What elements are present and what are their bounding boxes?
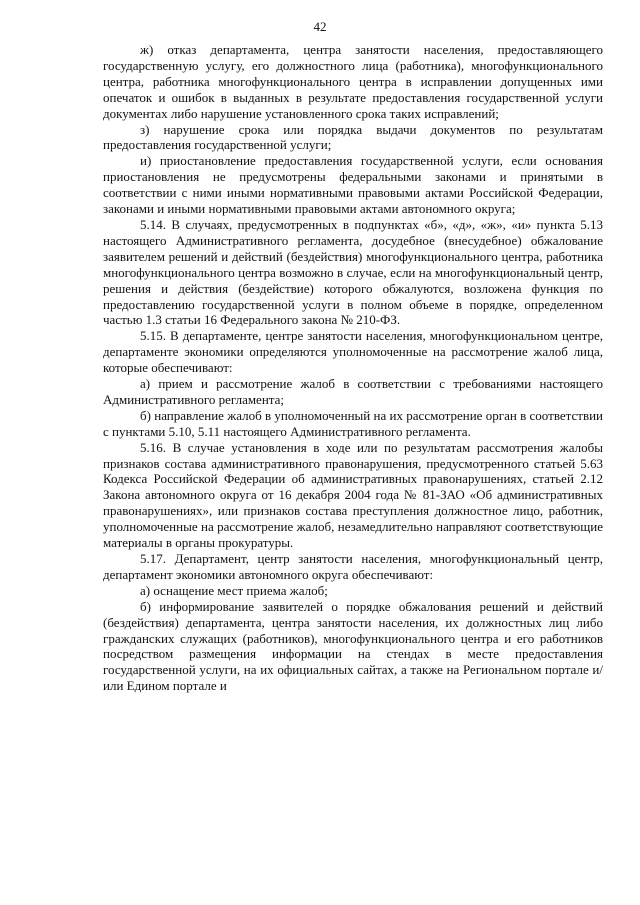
paragraph-5-15-b: б) направление жалоб в уполномоченный на их рассмотрение орган в соответствии с пунктами 5.10, 5.11 настоящего Административного регламента. — [103, 407, 603, 439]
paragraph-item-z: з) нарушение срока или порядка выдачи документов по результатам предоставления государственной услуги; — [103, 121, 603, 153]
document-body — [103, 42, 603, 694]
paragraph-item-i: и) приостановление предоставления государственной услуги, если основания приостановления не предусмотрены федеральными законами и принятыми в соответствии с ними иными нормативными правовыми актами Российской Федерации, законами и иными нормативными правовыми актами автономного округа; — [103, 153, 603, 217]
paragraph-5-16: 5.16. В случае установления в ходе или по результатам рассмотрения жалобы признаков состава административного правонарушения, предусмотренного статьей 5.63 Кодекса Российской Федерации об административных правонарушениях, статьей 2.12 Закона автономного округа от 16 декабря 2004 года № 81-ЗАО «Об административных правонарушениях», или признаков состава преступления должностное лицо, работник, уполномоченные на рассмотрение жалоб, незамедлительно направляют соответствующие материалы в органы прокуратуры. — [103, 439, 603, 551]
paragraph-5-17-b: б) информирование заявителей о порядке обжалования решений и действий (бездействия) департамента, центра занятости населения, их должностных лиц либо гражданских служащих (работников), многофункционального центра и его работников посредством размещения информации на стендах в месте предоставления государственной услуги, на их официальных сайтах, а также на Региональном портале и/или Едином портале и — [103, 598, 603, 694]
paragraph-5-14: 5.14. В случаях, предусмотренных в подпунктах «б», «д», «ж», «и» пункта 5.13 настоящего Административного регламента, досудебное (внесудебное) обжалование заявителем решений и действий (бездействия) многофункционального центра, работника многофункционального центра возможно в случае, если на многофункциональный центр, решения и действия (бездействие) которого обжалуются, возложена функция по предоставлению государственной услуги в полном объеме в порядке, определенном частью 1.3 статьи 16 Федерального закона № 210-ФЗ. — [103, 216, 603, 328]
page-number: 42 — [313, 19, 327, 34]
paragraph-5-17-a: а) оснащение мест приема жалоб; — [140, 582, 328, 598]
paragraph-5-15-a: а) прием и рассмотрение жалоб в соответствии с требованиями настоящего Административного регламента; — [103, 376, 603, 407]
paragraph-item-zh: ж) отказ департамента, центра занятости населения, предоставляющего государственную услугу, его должностного лица (работника), многофункционального центра, работника многофункционального центра в исправлении допущенных ими опечаток и ошибок в выданных в результате предоставления государственной услуги документах либо нарушение установленного срока таких исправлений; — [103, 42, 603, 121]
paragraph-5-15: 5.15. В департаменте, центре занятости населения, многофункциональном центре, департаменте экономики определяются уполномоченные на рассмотрение жалоб лица, которые обеспечивают: — [103, 328, 603, 376]
paragraph-5-17: 5.17. Департамент, центр занятости населения, многофункциональный центр, департамент экономики автономного округа обеспечивают: — [103, 551, 603, 582]
